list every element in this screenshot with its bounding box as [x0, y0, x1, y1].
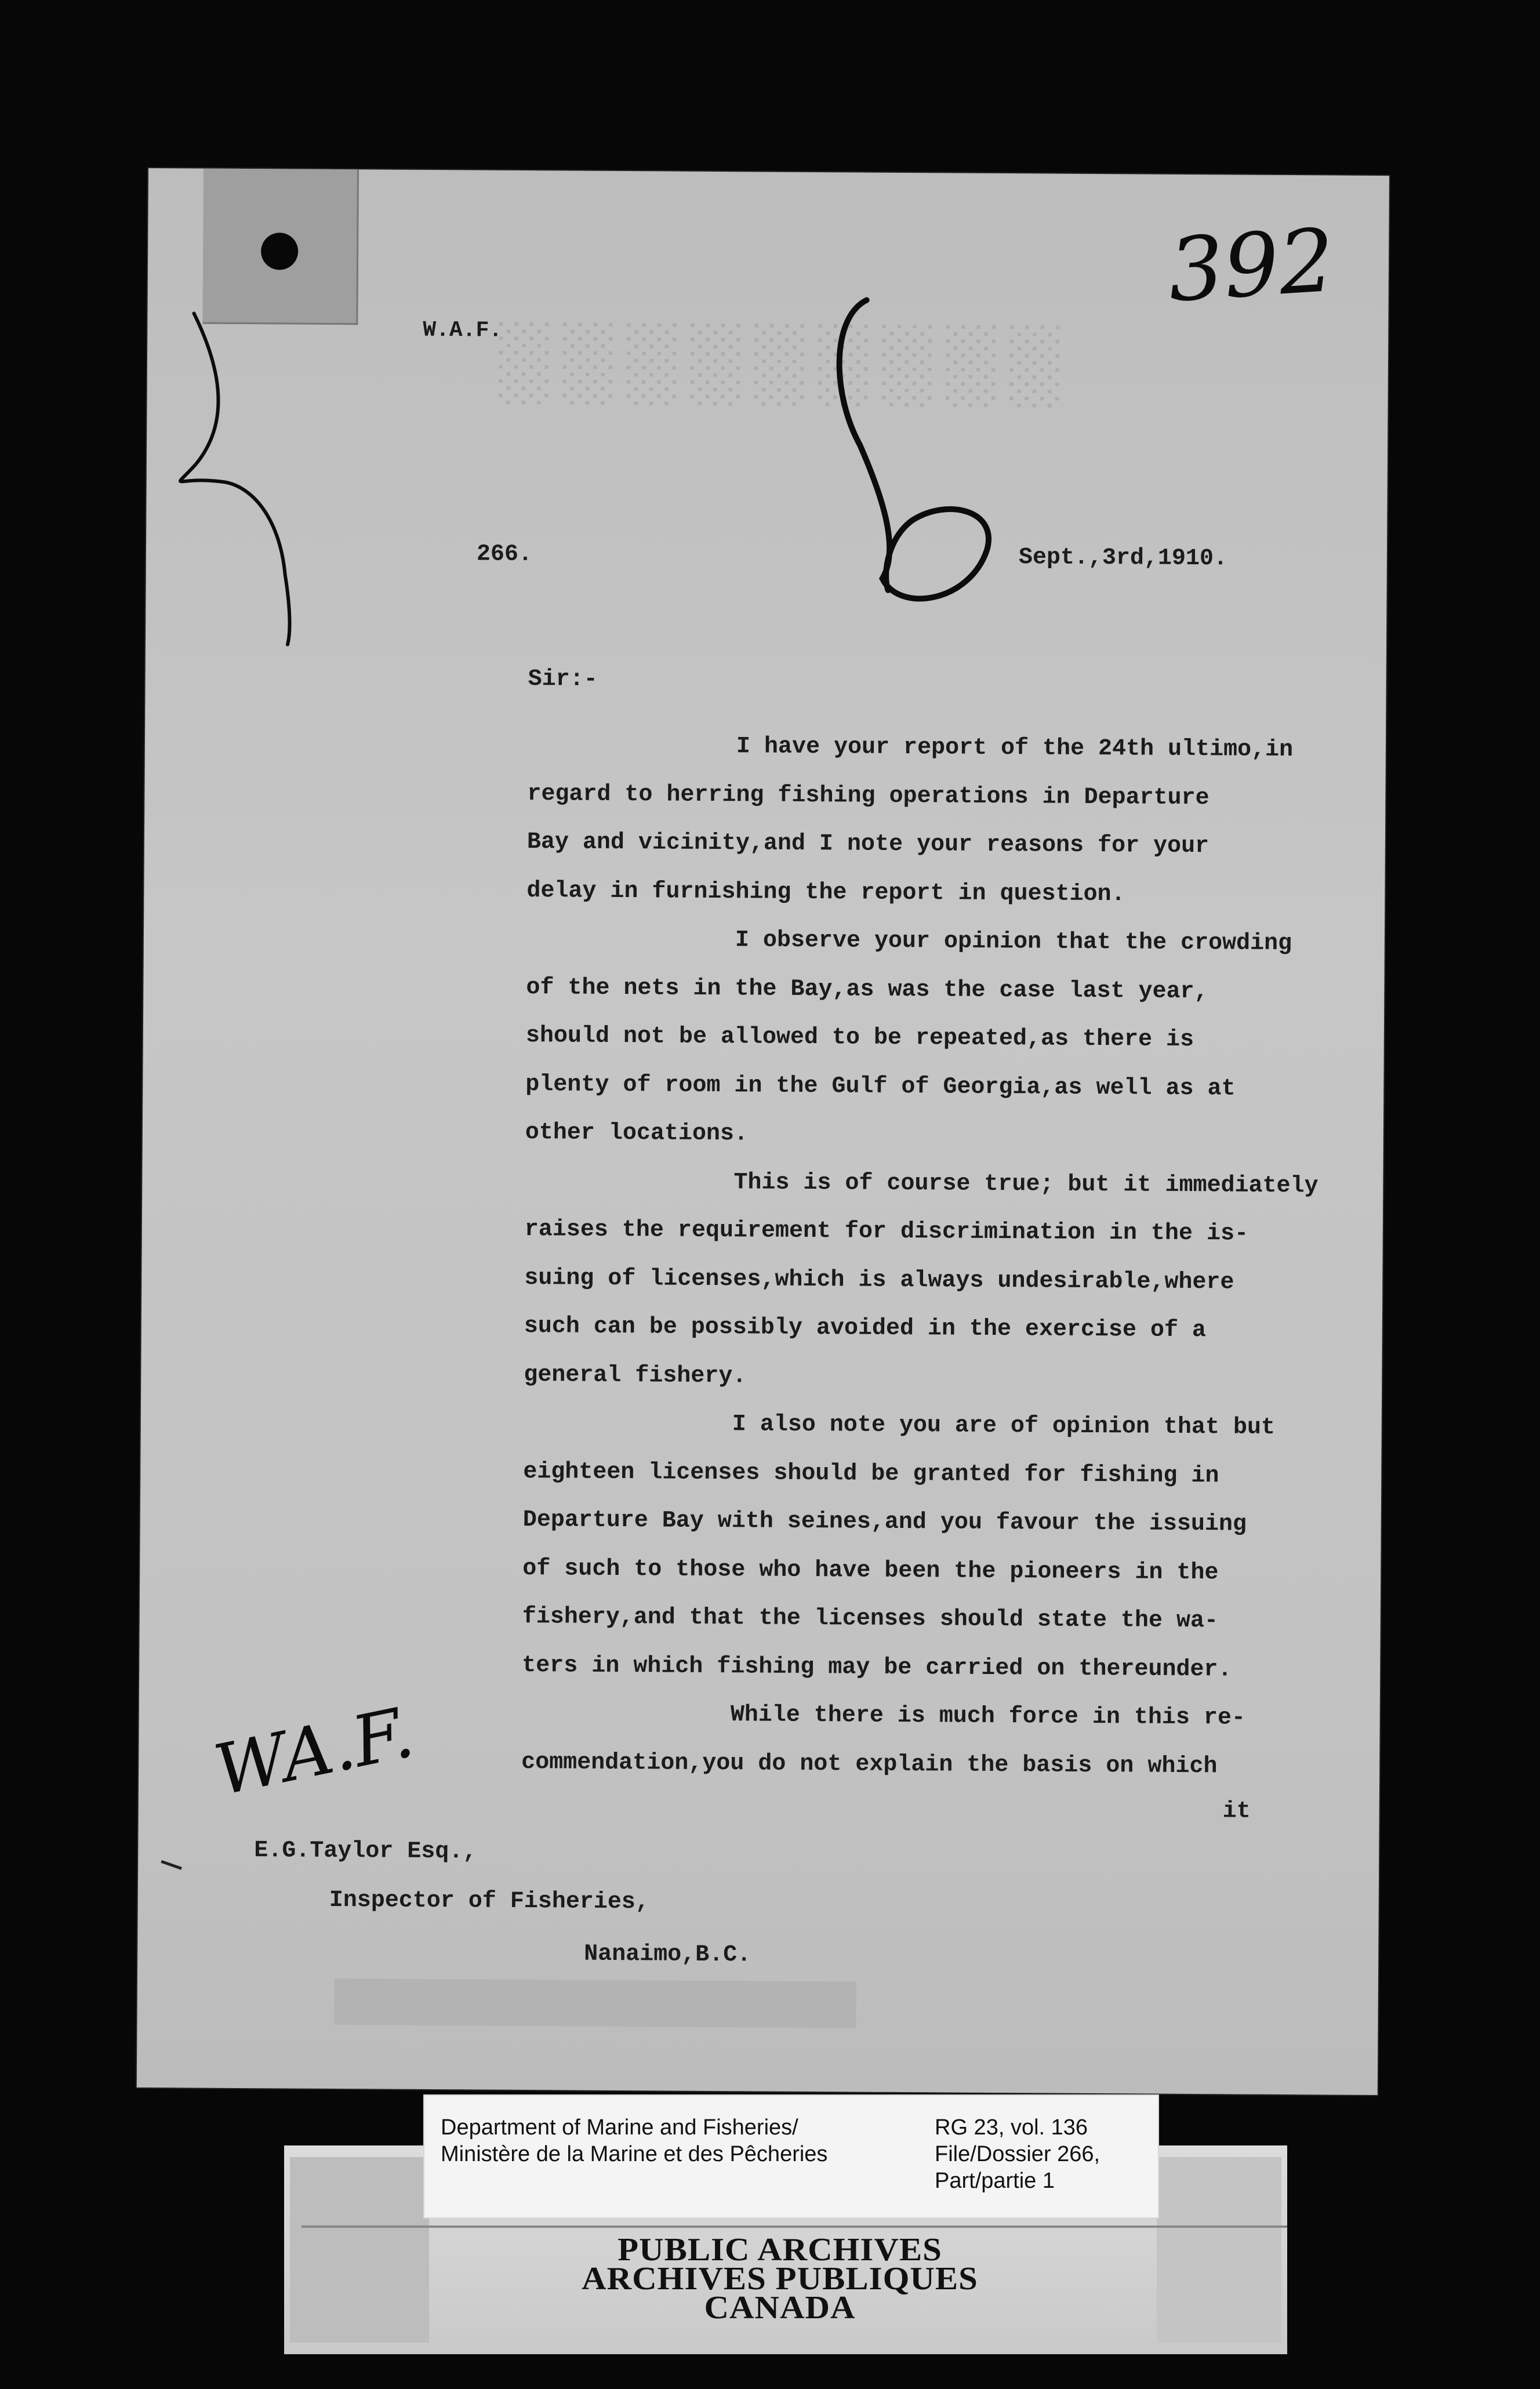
dash-mark [161, 1861, 181, 1868]
department-english: Department of Marine and Fisheries/ [441, 2115, 798, 2140]
body-line: of the nets in the Bay,as was the case last year, [526, 974, 1208, 1005]
part-reference: Part/partie 1 [935, 2169, 1055, 2193]
body-line: I observe your opinion that the crowding [526, 926, 1292, 957]
body-line: raises the requirement for discrimination in the is- [524, 1216, 1249, 1247]
handwritten-initials: WA.F. [208, 1692, 420, 1812]
body-line: I also note you are of opinion that but [523, 1410, 1276, 1441]
file-reference: File/Dossier 266, [935, 2142, 1100, 2166]
department-french: Ministère de la Marine et des Pêcheries [441, 2142, 828, 2166]
file-number: 266. [476, 541, 533, 568]
body-line: general fishery. [524, 1361, 747, 1389]
recipient-place: Nanaimo,B.C. [584, 1941, 751, 1969]
body-line: ters in which fishing may be carried on thereunder. [522, 1652, 1232, 1683]
typist-initials: W.A.F. [423, 317, 503, 343]
continuation-word: it [1222, 1798, 1251, 1825]
body-line: Bay and vicinity,and I note your reasons for your [526, 829, 1210, 860]
body-line: This is of course true; but it immediately [525, 1168, 1319, 1199]
body-line: commendation,you do not explain the basis on which [521, 1749, 1218, 1780]
card-divider [302, 2225, 1287, 2228]
handwritten-page-number: 392 [1165, 210, 1338, 322]
body-line: suing of licenses,which is always undesirable,where [524, 1265, 1234, 1295]
body-line: should not be allowed to be repeated,as there is [525, 1023, 1194, 1054]
body-line: I have your report of the 24th ultimo,in [527, 732, 1294, 764]
faded-stamp-impression: ░░░░░░░░░ [495, 316, 1070, 405]
record-group-reference: RG 23, vol. 136 [935, 2115, 1088, 2140]
body-line: Departure Bay with seines,and you favour the issuing [522, 1506, 1247, 1538]
stamp-line-1: PUBLIC ARCHIVES [618, 2232, 942, 2268]
card-tab-right [1157, 2157, 1281, 2343]
stamp-line-3: CANADA [704, 2290, 856, 2326]
body-line: fishery,and that the licenses should state the wa- [522, 1603, 1219, 1635]
body-line: plenty of room in the Gulf of Georgia,as well as at [525, 1071, 1236, 1102]
recipient-name: E.G.Taylor Esq., [254, 1838, 477, 1865]
archive-reference-label [423, 2094, 1159, 2219]
recipient-title: Inspector of Fisheries, [329, 1887, 649, 1916]
body-line: eighteen licenses should be granted for fishing in [523, 1458, 1219, 1489]
stamp-line-2: ARCHIVES PUBLIQUES [582, 2261, 978, 2297]
body-line: regard to herring fishing operations in Departure [527, 780, 1210, 811]
body-line: While there is much force in this re- [521, 1700, 1246, 1731]
large-six-mark [838, 300, 990, 599]
margin-bracket-mark [179, 313, 291, 644]
body-line: such can be possibly avoided in the exercise of a [524, 1313, 1207, 1344]
public-archives-stamp [406, 2232, 1154, 2326]
letter-sheet [137, 168, 1389, 2095]
body-line: delay in furnishing the report in question. [526, 877, 1125, 907]
handwritten-strokes [137, 168, 1389, 2095]
body-line: other locations. [525, 1120, 749, 1148]
body-line: of such to those who have been the pioneers in the [522, 1555, 1219, 1586]
letter-date: Sept.,3rd,1910. [1018, 544, 1228, 572]
salutation: Sir:- [528, 666, 598, 693]
